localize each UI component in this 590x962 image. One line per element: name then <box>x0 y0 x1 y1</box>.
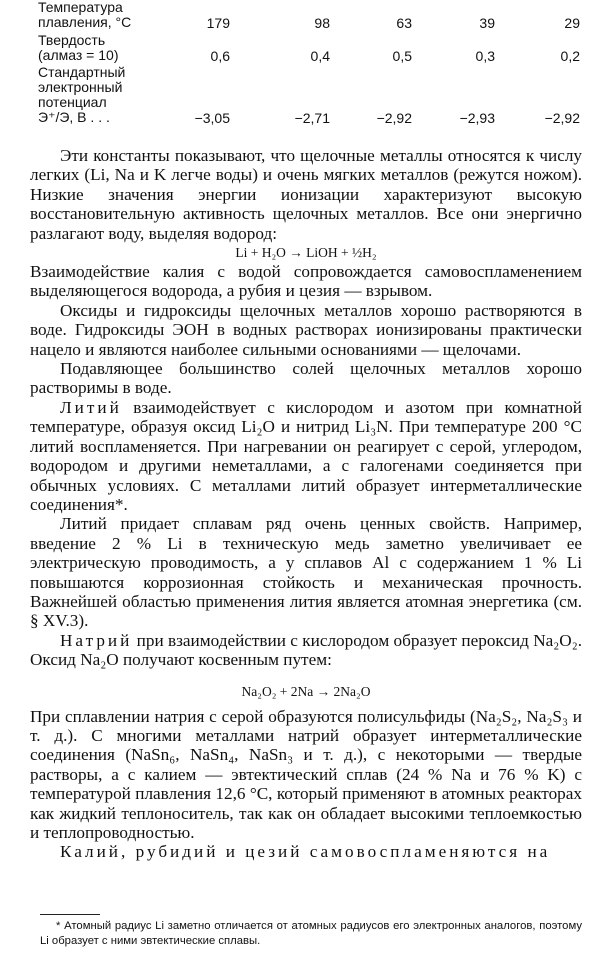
paragraph: Калий, рубидий и цезий самовоспламеняются на <box>60 842 551 862</box>
body-text <box>30 146 582 862</box>
paragraph: Взаимодействие калия с водой сопровождается самовоспламенением выделяющегося водорода, а рубия и цезия — взрывом. <box>30 262 582 301</box>
cell-value: 0,2 <box>560 48 580 64</box>
cell-value: 179 <box>206 15 230 31</box>
cell-value: 39 <box>479 15 495 31</box>
cell-value: −2,92 <box>376 110 412 126</box>
paragraph-text: при взаимодействии с кислородом образует пероксид Na₂O₂. Оксид Na₂O получают косвенным путем: <box>30 630 582 670</box>
cell-value: 0,4 <box>310 48 330 64</box>
element-heading: Литий <box>60 397 122 417</box>
cell-value: 29 <box>564 15 580 31</box>
paragraph <box>30 398 582 514</box>
cell-value: −2,93 <box>459 110 495 126</box>
paragraph: Оксиды и гидроксиды щелочных металлов хорошо растворяются в воде. Гидроксиды ЭОН в водных растворах ионизированы практически нацело и являются наиболее сильными основаниями — щелочами. <box>30 300 582 359</box>
equation: Li + H₂O → LiOH + ½H₂ <box>235 245 377 261</box>
cell-value: 63 <box>396 15 412 31</box>
cell-value: 0,6 <box>210 48 230 64</box>
row-label-line: электронный <box>38 79 123 95</box>
cell-value: −2,71 <box>294 110 330 126</box>
paragraph-text: взаимодействует с кислородом и азотом при комнатной температуре, образуя оксид Li₂O и нитрид Li₃N. При температуре 200 °C литий воспламеняется. При нагревании он реагирует с серой, углеродом, водородом и другими неметаллами, а с галогенами соединяется при обычных условиях. С металлами литий образует интерметаллические соединения*. <box>30 397 582 514</box>
paragraph: Подавляющее большинство солей щелочных металлов хорошо растворимы в воде. <box>30 359 582 398</box>
row-label-line: Э⁺/Э, В . . . <box>38 109 110 125</box>
footnote: * Атомный радиус Li заметно отличается от атомных радиусов его электронных аналогов, поэтому Li образует с ними эвтектические сплавы. <box>40 920 582 947</box>
paragraph: При сплавлении натрия с серой образуются полисульфиды (Na₂S₂, Na₂S₃ и т. д.). С многими металлами натрий образует интерметаллические соединения (NaSn₆, NaSn₄, NaSn₃ и т. д.), с некоторыми — твердые растворы, а с калием — эвтектический сплав (24 % Na и 76 % K) с температурой плавления 12,6 °C, который применяют в атомных реакторах как жидкий теплоноситель, так как он обладает высокими теплоемкостью и теплопроводностью. <box>30 706 582 842</box>
paragraph: Литий придает сплавам ряд очень ценных свойств. Например, введение 2 % Li в техническую медь заметно увеличивает ее электрическую проводимость, а у сплавов Al с содержанием 1 % Li повышаются коррозионная стойкость и механическая прочность. Важнейшей областью применения лития является атомная энергетика (см. § XV.3). <box>30 514 582 631</box>
cell-value: 0,3 <box>475 48 495 64</box>
cell-value: −2,92 <box>544 110 580 126</box>
row-label-line: (алмаз = 10) <box>38 47 119 63</box>
paragraph <box>30 631 582 670</box>
element-heading: Натрий <box>60 630 133 650</box>
row-label-line: Стандартный <box>38 64 126 80</box>
row-label-line: Твердость <box>38 32 106 48</box>
row-label-line: потенциал <box>38 94 107 110</box>
footnote-rule <box>40 914 100 915</box>
row-label <box>38 33 190 63</box>
row-label-line: плавления, °C <box>38 14 132 30</box>
cell-value: 0,5 <box>392 48 412 64</box>
row-label-line: Температура <box>38 0 123 15</box>
cell-value: −3,05 <box>194 110 230 126</box>
row-label <box>38 65 190 125</box>
paragraph: Эти константы показывают, что щелочные металлы относятся к числу легких (Li, Na и K легче воды) и очень мягких металлов (режутся ножом). Низкие значения энергии ионизации характеризуют высокую восстановительную активность щелочных металлов. Все они энергично разлагают воду, выделяя водород: <box>30 146 582 243</box>
row-label <box>38 0 190 30</box>
equation: Na₂O₂ + 2Na → 2Na₂O <box>241 683 371 699</box>
cell-value: 98 <box>314 15 330 31</box>
